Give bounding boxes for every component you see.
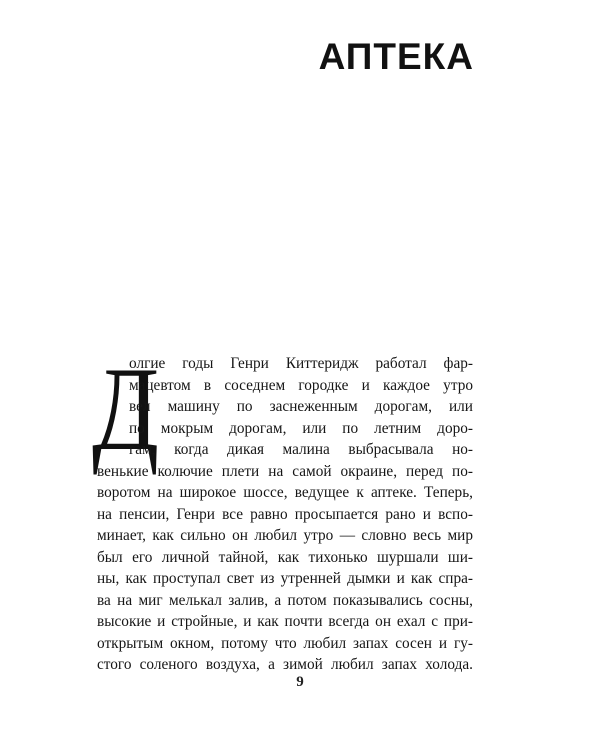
text-line: олгие годы Генри Киттеридж работал фар- bbox=[129, 355, 473, 372]
text-line: высокие и стройные, и как почти всегда он ехал с при- bbox=[97, 613, 473, 630]
text-line: минает, как сильно он любил утро — словно весь мир bbox=[97, 527, 473, 544]
page-number: 9 bbox=[296, 674, 304, 690]
chapter-title: АПТЕКА bbox=[318, 36, 474, 77]
drop-cap: Д bbox=[92, 342, 160, 475]
text-line: стого соленого воздуха, а зимой любил запах холода. bbox=[97, 656, 473, 673]
text-line: мацевтом в соседнем городке и каждое утро bbox=[129, 376, 473, 394]
text-line: венькие колючие плети на самой окраине, перед по- bbox=[97, 462, 473, 480]
text-line: ва на миг мелькал залив, а потом показывались сосны, bbox=[97, 591, 473, 609]
text-line: гам, когда дикая малина выбрасывала но- bbox=[129, 441, 473, 458]
text-line: на пенсии, Генри все равно просыпается рано и вспо- bbox=[97, 505, 473, 523]
text-line: ны, как проступал свет из утренней дымки и как спра- bbox=[97, 570, 473, 587]
text-line: по мокрым дорогам, или по летним доро- bbox=[129, 419, 473, 437]
text-line: открытым окном, потому что любил запах сосен и гу- bbox=[97, 634, 473, 652]
text-line: вел машину по заснеженным дорогам, или bbox=[129, 398, 473, 415]
text-line: воротом на широкое шоссе, ведущее к аптеке. Теперь, bbox=[97, 484, 473, 501]
text-line: был его личной тайной, как тихонько шуршали ши- bbox=[97, 548, 473, 566]
